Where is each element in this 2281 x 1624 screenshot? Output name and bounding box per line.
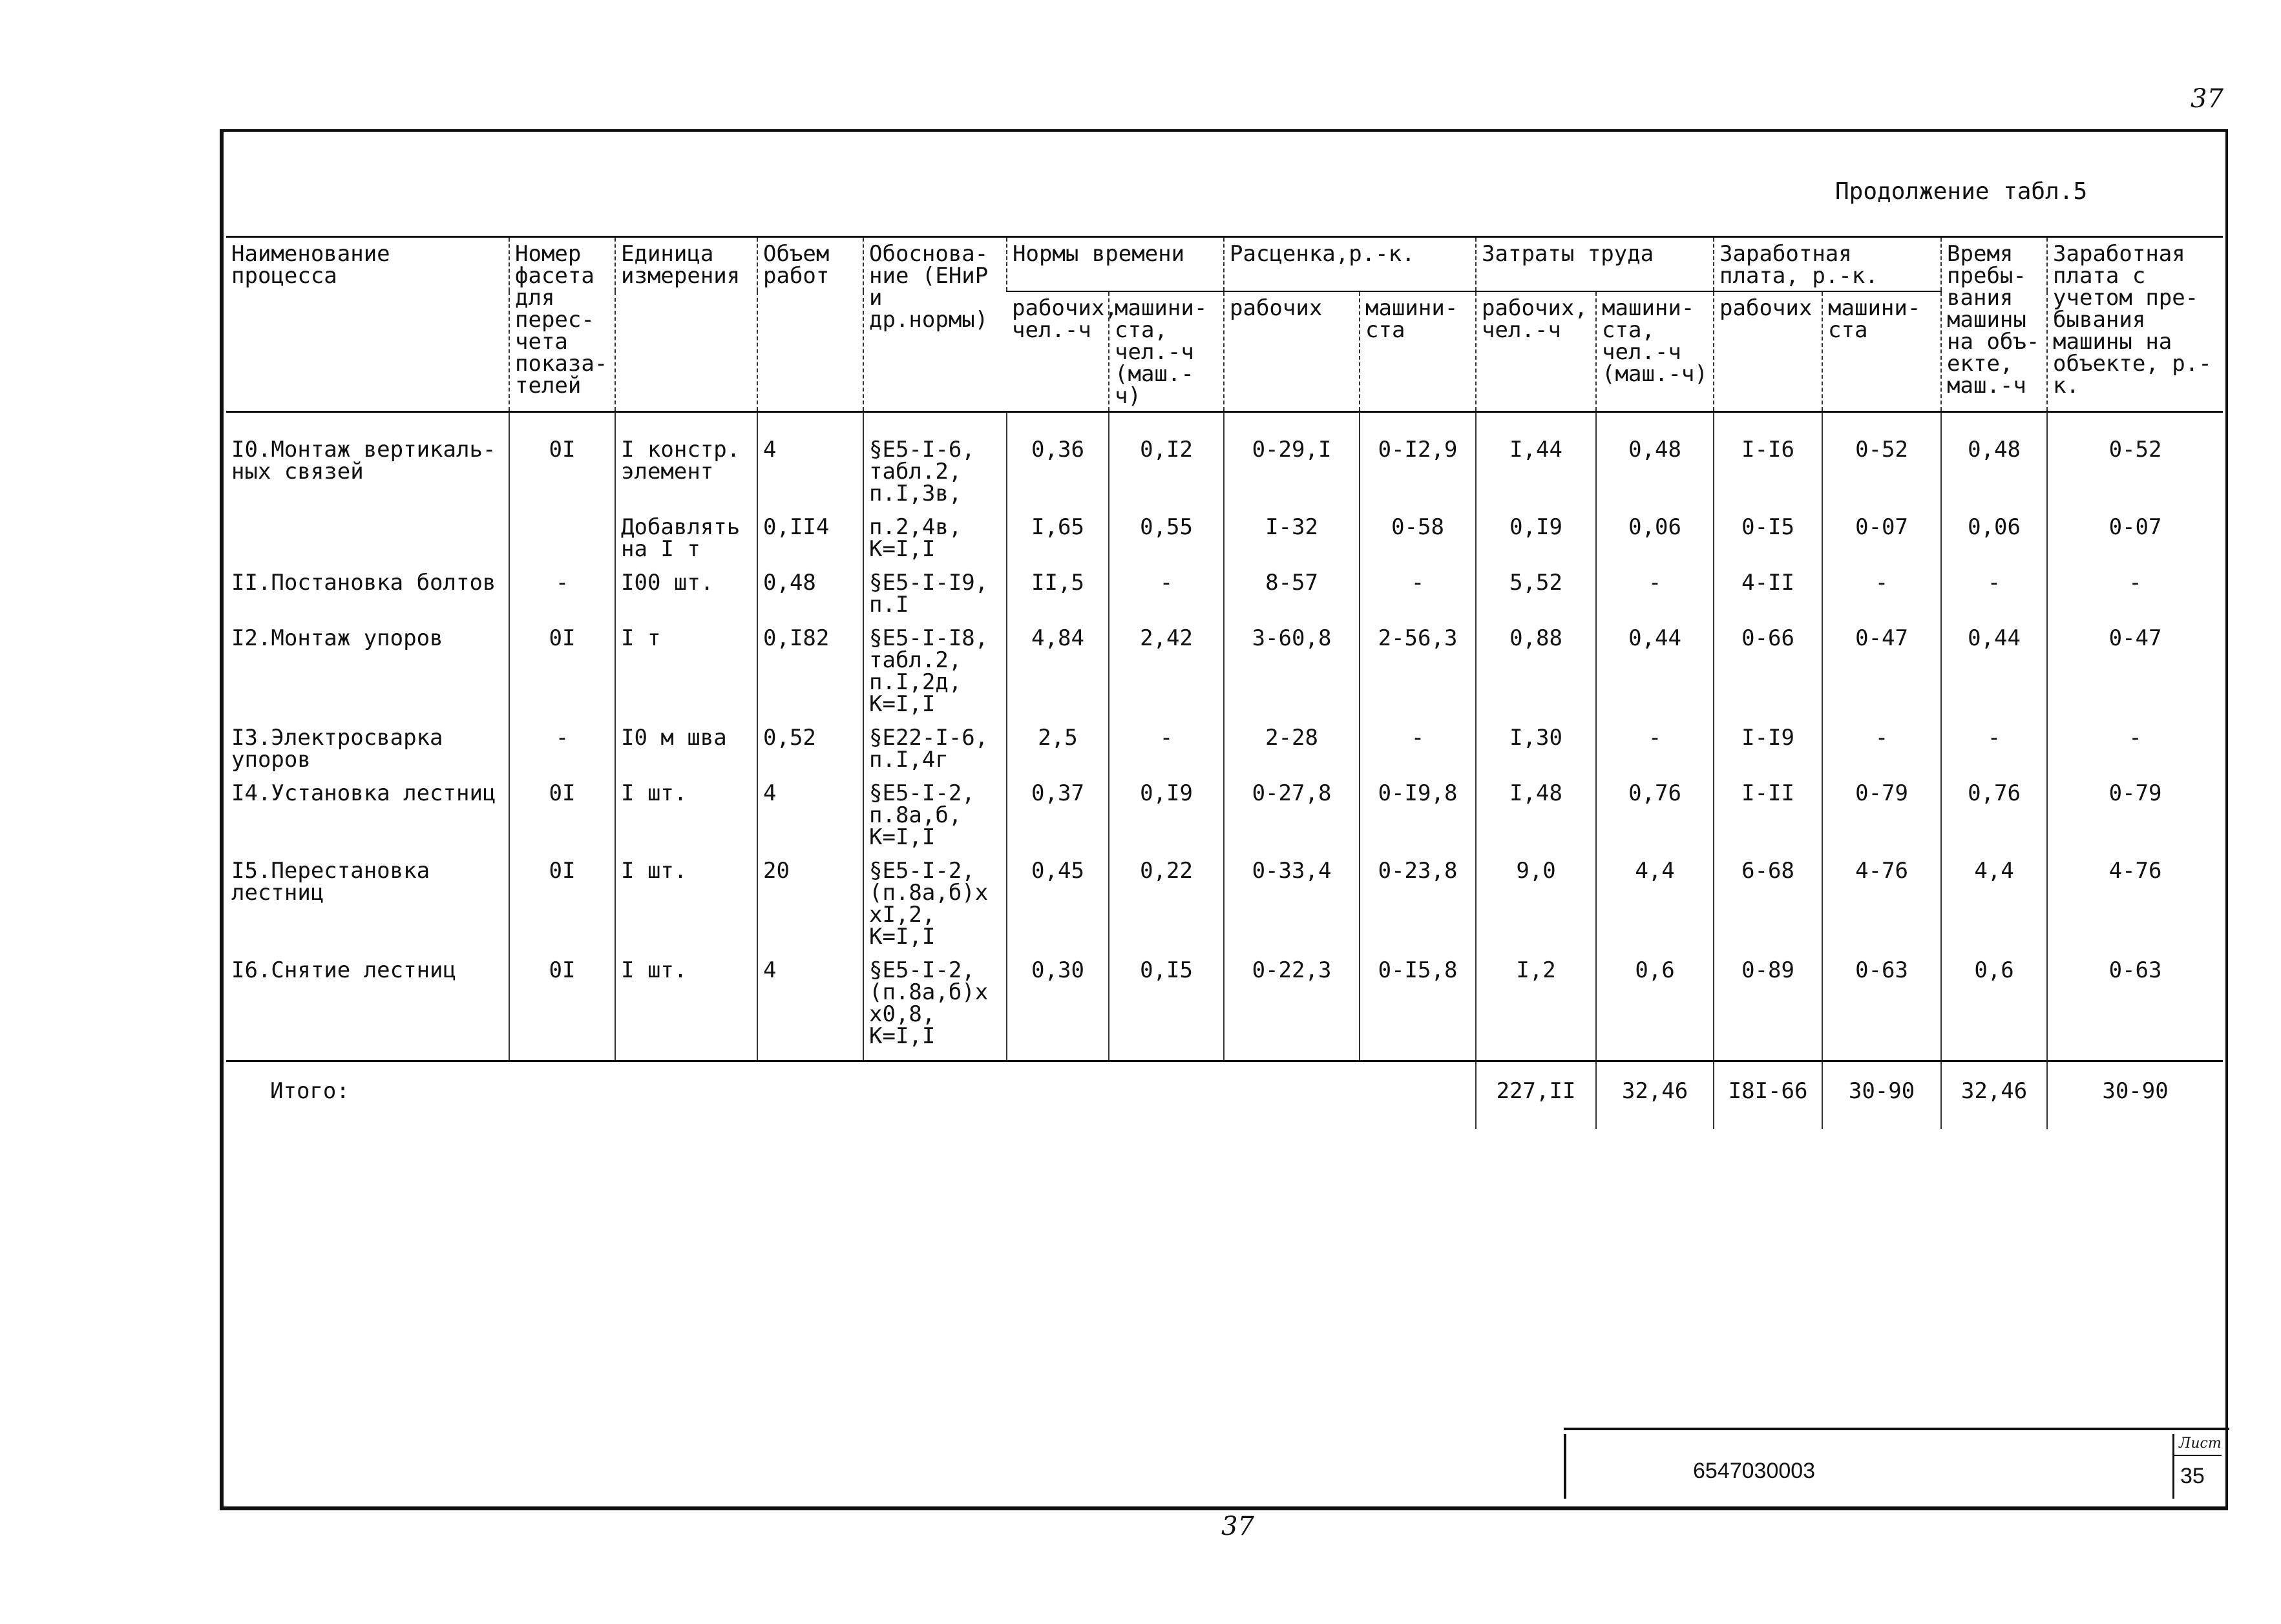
- cell-labor-workers: I,30: [1476, 719, 1596, 775]
- sheet-cell-divider: [2172, 1455, 2222, 1456]
- page-number-bottom: 37: [1221, 1512, 1254, 1541]
- cell-process: I2.Монтаж упоров: [231, 625, 443, 651]
- cell-rate-workers: 8-57: [1224, 564, 1360, 619]
- document-code: 6547030003: [1693, 1459, 1816, 1483]
- header-unit: Единица измерения: [615, 237, 757, 412]
- cell-facet: 0I: [509, 619, 615, 719]
- total-row: [226, 1061, 2223, 1130]
- cell-machine-time: 0,06: [1941, 508, 2047, 564]
- header-facet: Номер фасета для перес-чета показа-телей: [509, 237, 615, 412]
- total-label: Итого:: [270, 1078, 350, 1104]
- cell-wage-workers: I-II: [1714, 775, 1822, 852]
- cell-rate-machinist: 0-I5,8: [1360, 952, 1476, 1061]
- cell-time-machinist: 0,I5: [1109, 952, 1224, 1061]
- cell-process: [226, 508, 509, 564]
- cell-machine-time: 0,48: [1941, 412, 2047, 509]
- cell-machine-wage: 0-47: [2047, 619, 2223, 719]
- cell-rate-workers: I-32: [1224, 508, 1360, 564]
- header-time-workers: рабочих, чел.-ч: [1007, 291, 1109, 412]
- cell-time-machinist: 0,I9: [1109, 775, 1224, 852]
- cell-rate-machinist: -: [1360, 719, 1476, 775]
- cell-machine-time: 0,44: [1941, 619, 2047, 719]
- cell-basis: §Е5-I-2, (п.8а,б)х хI,2, К=I,I: [863, 852, 1007, 952]
- cell-unit: I шт.: [615, 775, 757, 852]
- cell-basis: §Е5-I-6, табл.2, п.I,3в,: [863, 412, 1007, 509]
- cell-process: I5.Перестановка лестниц: [231, 858, 430, 906]
- cell-labor-machinist: 0,76: [1596, 775, 1714, 852]
- cell-time-workers: II,5: [1007, 564, 1109, 619]
- cell-time-workers: 0,45: [1007, 852, 1109, 952]
- title-block-top-line: [1564, 1428, 2229, 1430]
- header-time-machinist: машини-ста, чел.-ч (маш.-ч): [1109, 291, 1224, 412]
- cell-process: I3.Электросварка упоров: [231, 725, 443, 773]
- cell-wage-workers: I-I9: [1714, 719, 1822, 775]
- cell-machine-wage: -: [2047, 719, 2223, 775]
- cell-labor-workers: 0,I9: [1476, 508, 1596, 564]
- header-machine-wage: Заработная плата с учетом пре-бывания машины на объекте, р.-к.: [2047, 237, 2223, 412]
- cell-machine-time: 4,4: [1941, 852, 2047, 952]
- cell-machine-wage: 0-79: [2047, 775, 2223, 852]
- cell-machine-wage: 0-07: [2047, 508, 2223, 564]
- cell-machine-time: 0,76: [1941, 775, 2047, 852]
- cell-wage-workers: 0-66: [1714, 619, 1822, 719]
- header-basis: Обоснова-ние (ЕНиР и др.нормы): [863, 237, 1007, 412]
- cell-time-machinist: -: [1109, 564, 1224, 619]
- header-time-norms: Нормы времени: [1007, 237, 1224, 292]
- labor-cost-table: [226, 236, 2223, 1129]
- total-labor-workers: 227,II: [1476, 1061, 1596, 1130]
- cell-basis: §Е5-I-2, (п.8а,б)х х0,8, К=I,I: [863, 952, 1007, 1061]
- header-rate: Расценка,р.-к.: [1224, 237, 1476, 292]
- cell-machine-wage: 4-76: [2047, 852, 2223, 952]
- cell-time-workers: 0,36: [1007, 412, 1109, 509]
- table-row: [226, 719, 2223, 775]
- continuation-label: Продолжение табл.5: [1835, 178, 2088, 205]
- cell-rate-workers: 2-28: [1224, 719, 1360, 775]
- cell-wage-workers: 0-I5: [1714, 508, 1822, 564]
- cell-volume: 4: [757, 412, 863, 509]
- cell-machine-time: -: [1941, 719, 2047, 775]
- cell-labor-machinist: -: [1596, 564, 1714, 619]
- cell-labor-workers: 5,52: [1476, 564, 1596, 619]
- cell-labor-machinist: 0,06: [1596, 508, 1714, 564]
- cell-wage-workers: 4-II: [1714, 564, 1822, 619]
- cell-rate-machinist: -: [1360, 564, 1476, 619]
- table-row: [226, 508, 2223, 564]
- table-row: [226, 619, 2223, 719]
- header-rate-machinist: машини-ста: [1360, 291, 1476, 412]
- cell-time-machinist: 0,22: [1109, 852, 1224, 952]
- cell-rate-machinist: 0-I2,9: [1360, 412, 1476, 509]
- cell-time-machinist: 2,42: [1109, 619, 1224, 719]
- cell-wage-machinist: -: [1822, 564, 1941, 619]
- cell-rate-workers: 0-29,I: [1224, 412, 1360, 509]
- title-block: [1564, 1434, 2229, 1499]
- cell-wage-machinist: 0-07: [1822, 508, 1941, 564]
- header-wage-workers: рабочих: [1714, 291, 1822, 412]
- sheet-label: Лист: [2179, 1435, 2222, 1452]
- cell-machine-time: 0,6: [1941, 952, 2047, 1061]
- cell-labor-workers: 9,0: [1476, 852, 1596, 952]
- cell-process: I4.Установка лестниц: [231, 780, 496, 806]
- header-wage-machinist: машини-ста: [1822, 291, 1941, 412]
- cell-wage-workers: I-I6: [1714, 412, 1822, 509]
- cell-basis: §Е5-I-I9, п.I: [863, 564, 1007, 619]
- cell-facet: 0I: [509, 952, 615, 1061]
- cell-wage-machinist: -: [1822, 719, 1941, 775]
- table-row: [226, 412, 2223, 509]
- cell-time-workers: 0,30: [1007, 952, 1109, 1061]
- cell-wage-workers: 6-68: [1714, 852, 1822, 952]
- header-machine-time: Время пребы-вания машины на объ-екте, маш.-ч: [1941, 237, 2047, 412]
- cell-facet: -: [509, 564, 615, 619]
- cell-volume: 20: [757, 852, 863, 952]
- cell-facet: 0I: [509, 412, 615, 509]
- cell-machine-wage: 0-52: [2047, 412, 2223, 509]
- header-volume: Объем работ: [757, 237, 863, 412]
- cell-time-machinist: -: [1109, 719, 1224, 775]
- cell-machine-time: -: [1941, 564, 2047, 619]
- total-wage-workers: I8I-66: [1714, 1061, 1822, 1130]
- cell-unit: I00 шт.: [615, 564, 757, 619]
- cell-labor-machinist: -: [1596, 719, 1714, 775]
- header-rate-workers: рабочих: [1224, 291, 1360, 412]
- cell-machine-wage: -: [2047, 564, 2223, 619]
- cell-volume: 0,48: [757, 564, 863, 619]
- cell-time-machinist: 0,I2: [1109, 412, 1224, 509]
- cell-time-workers: 2,5: [1007, 719, 1109, 775]
- cell-machine-wage: 0-63: [2047, 952, 2223, 1061]
- cell-labor-workers: I,48: [1476, 775, 1596, 852]
- cell-basis: §Е5-I-I8, табл.2, п.I,2д, К=I,I: [863, 619, 1007, 719]
- cell-rate-workers: 0-33,4: [1224, 852, 1360, 952]
- cell-unit: I шт.: [615, 952, 757, 1061]
- cell-volume: 4: [757, 952, 863, 1061]
- cell-process: II.Постановка болтов: [231, 570, 496, 596]
- cell-rate-workers: 0-27,8: [1224, 775, 1360, 852]
- cell-labor-machinist: 0,48: [1596, 412, 1714, 509]
- total-labor-machinist: 32,46: [1596, 1061, 1714, 1130]
- cell-labor-machinist: 0,44: [1596, 619, 1714, 719]
- cell-rate-machinist: 0-I9,8: [1360, 775, 1476, 852]
- cell-wage-machinist: 0-52: [1822, 412, 1941, 509]
- cell-unit: Добавлять на I т: [615, 508, 757, 564]
- cell-wage-machinist: 4-76: [1822, 852, 1941, 952]
- cell-wage-machinist: 0-47: [1822, 619, 1941, 719]
- cell-facet: [509, 508, 615, 564]
- cell-unit: I констр. элемент: [615, 412, 757, 509]
- total-wage-machinist: 30-90: [1822, 1061, 1941, 1130]
- header-process: Наименование процесса: [226, 237, 509, 412]
- cell-labor-machinist: 0,6: [1596, 952, 1714, 1061]
- cell-process: I0.Монтаж вертикаль-ных связей: [231, 437, 496, 484]
- sheet-number: 35: [2180, 1464, 2205, 1488]
- header-labor-machinist: машини-ста, чел.-ч (маш.-ч): [1596, 291, 1714, 412]
- table-row: [226, 852, 2223, 952]
- cell-labor-workers: I,2: [1476, 952, 1596, 1061]
- table-row: [226, 564, 2223, 619]
- cell-basis: §Е5-I-2, п.8а,б, К=I,I: [863, 775, 1007, 852]
- cell-rate-workers: 3-60,8: [1224, 619, 1360, 719]
- cell-labor-workers: I,44: [1476, 412, 1596, 509]
- cell-basis: п.2,4в, К=I,I: [863, 508, 1007, 564]
- cell-wage-workers: 0-89: [1714, 952, 1822, 1061]
- cell-volume: 0,52: [757, 719, 863, 775]
- cell-volume: 0,II4: [757, 508, 863, 564]
- cell-rate-machinist: 2-56,3: [1360, 619, 1476, 719]
- cell-facet: 0I: [509, 775, 615, 852]
- cell-rate-machinist: 0-58: [1360, 508, 1476, 564]
- cell-time-workers: 0,37: [1007, 775, 1109, 852]
- header-labor-workers: рабочих, чел.-ч: [1476, 291, 1596, 412]
- cell-rate-workers: 0-22,3: [1224, 952, 1360, 1061]
- header-wage: Заработная плата, р.-к.: [1714, 237, 1941, 292]
- cell-unit: I шт.: [615, 852, 757, 952]
- page-number-top: 37: [2191, 84, 2223, 114]
- cell-time-workers: 4,84: [1007, 619, 1109, 719]
- cell-labor-workers: 0,88: [1476, 619, 1596, 719]
- cell-wage-machinist: 0-63: [1822, 952, 1941, 1061]
- header-labor: Затраты труда: [1476, 237, 1714, 292]
- table-row: [226, 775, 2223, 852]
- cell-basis: §Е22-I-6, п.I,4г: [863, 719, 1007, 775]
- cell-time-workers: I,65: [1007, 508, 1109, 564]
- total-machine-wage: 30-90: [2047, 1061, 2223, 1130]
- cell-facet: 0I: [509, 852, 615, 952]
- cell-volume: 0,I82: [757, 619, 863, 719]
- cell-time-machinist: 0,55: [1109, 508, 1224, 564]
- cell-facet: -: [509, 719, 615, 775]
- table-row: [226, 952, 2223, 1061]
- cell-process: I6.Снятие лестниц: [226, 952, 509, 1061]
- cell-unit: I0 м шва: [615, 719, 757, 775]
- cell-labor-machinist: 4,4: [1596, 852, 1714, 952]
- cell-unit: I т: [615, 619, 757, 719]
- cell-rate-machinist: 0-23,8: [1360, 852, 1476, 952]
- total-machine-time: 32,46: [1941, 1061, 2047, 1130]
- cell-volume: 4: [757, 775, 863, 852]
- cell-wage-machinist: 0-79: [1822, 775, 1941, 852]
